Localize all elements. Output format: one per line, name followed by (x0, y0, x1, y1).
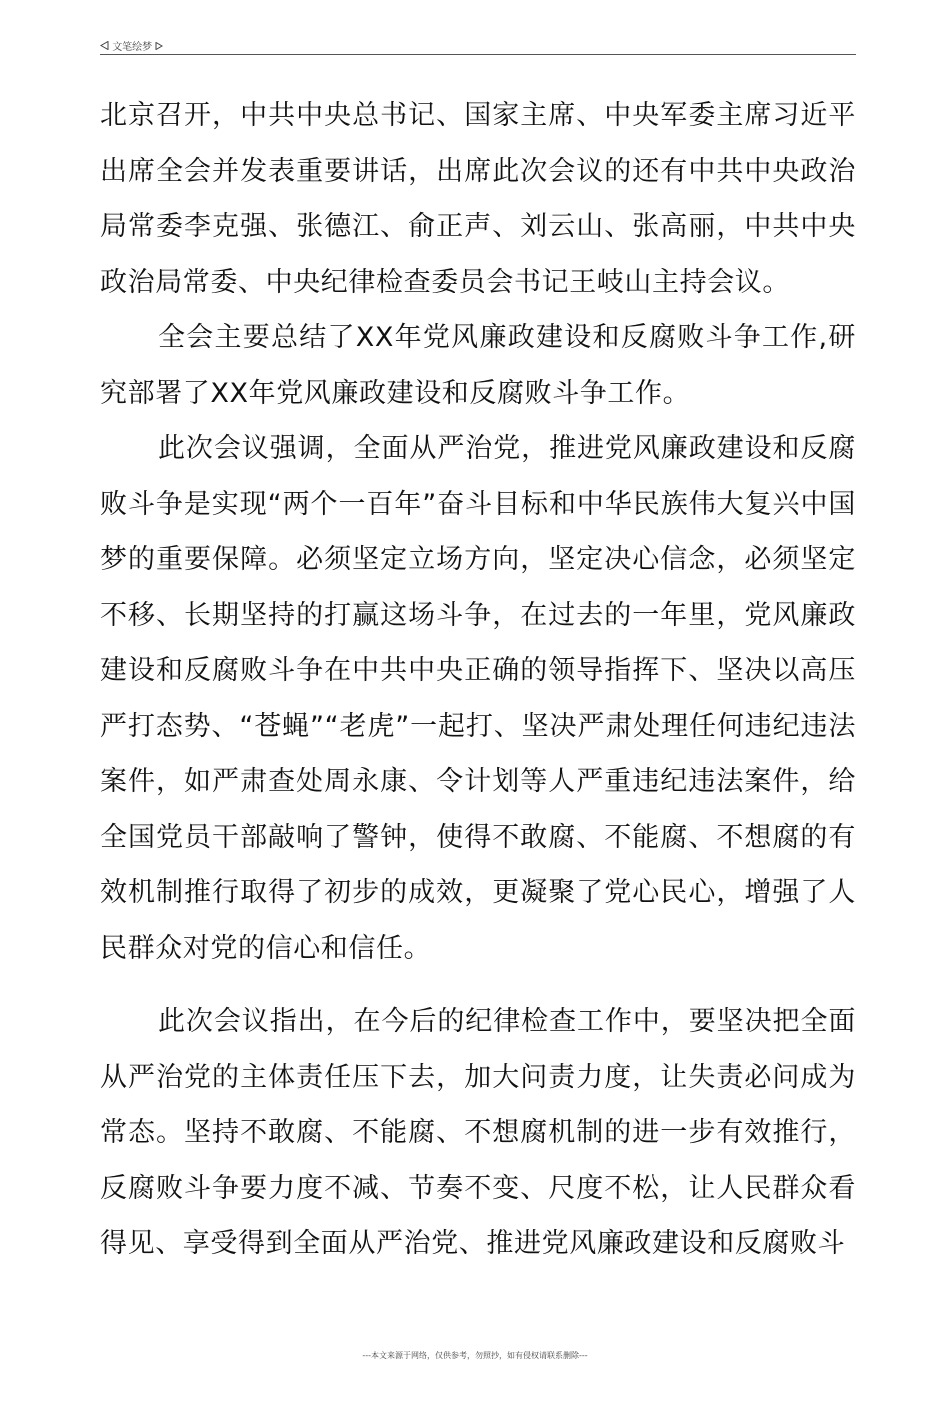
right-triangle-icon (155, 42, 163, 53)
left-triangle-icon (100, 41, 109, 53)
page-header (100, 38, 856, 54)
paragraph-3: 此次会议强调，全面从严治党，推进党风廉政建设和反腐败斗争是实现“两个一百年”奋斗目标和中华民族伟大复兴中国梦的重要保障。必须坚定立场方向，坚定决心信念，必须坚定不移、长期坚持的打赢这场斗争，在过去的一年里，党风廉政建设和反腐败斗争在中共中央正确的领导指挥下、坚决以高压严打态势、“苍蝇”“老虎”一起打、坚决严肃处理任何违纪违法案件，如严肃查处周永康、令计划等人严重违纪违法案件，给全国党员干部敲响了警钟，使得不敢腐、不能腐、不想腐的有效机制推行取得了初步的成效，更凝聚了党心民心，增强了人民群众对党的信心和信任。 (100, 433, 856, 964)
paragraph-gap (100, 976, 856, 994)
paragraph-2: 全会主要总结了XX年党风廉政建设和反腐败斗争工作,研究部署了XX年党风廉政建设和反腐败斗争工作。 (100, 322, 856, 409)
document-body (100, 88, 856, 1272)
paragraph-1: 北京召开，中共中央总书记、国家主席、中央军委主席习近平出席全会并发表重要讲话，出席此次会议的还有中共中央政治局常委李克强、张德江、俞正声、刘云山、张高丽，中共中央政治局常委、中央纪律检查委员会书记王岐山主持会议。 (100, 100, 856, 298)
paragraph-4: 此次会议指出，在今后的纪律检查工作中，要坚决把全面从严治党的主体责任压下去，加大问责力度，让失责必问成为常态。坚持不敢腐、不能腐、不想腐机制的进一步有效推行，反腐败斗争要力度不减、节奏不变、尺度不松，让人民群众看得见、享受得到全面从严治党、推进党风廉政建设和反腐败斗 (100, 1006, 856, 1259)
page-footer: ---本文来源于网络，仅供参考，勿照抄，如有侵权请联系删除--- (362, 1351, 588, 1360)
header-title: 文笔绘梦 (112, 42, 153, 53)
header-divider (100, 54, 856, 55)
